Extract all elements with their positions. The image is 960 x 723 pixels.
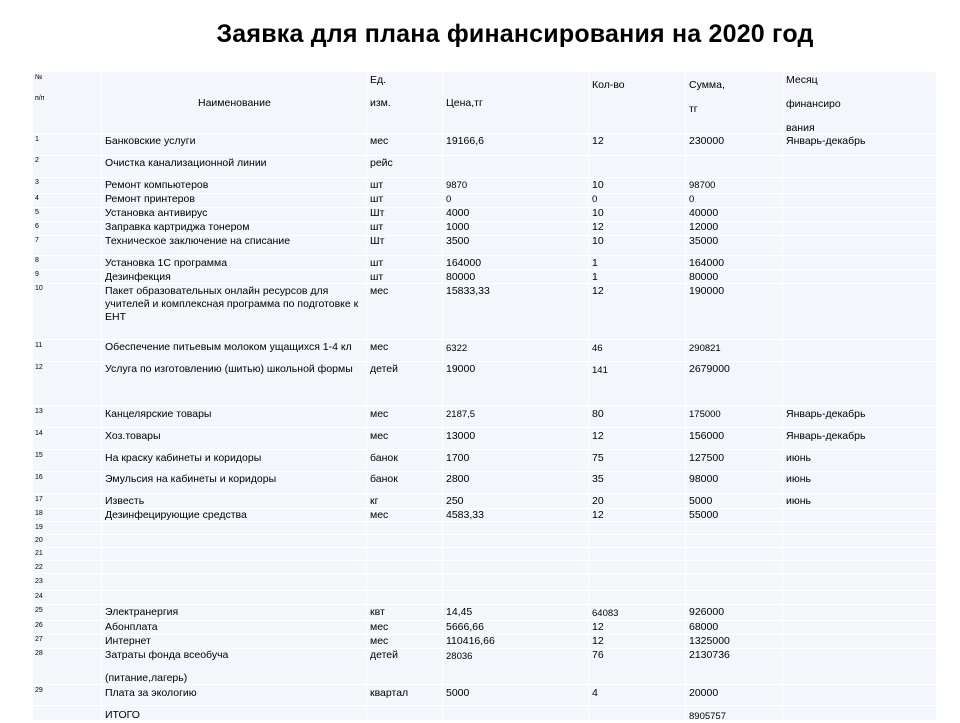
grid-line xyxy=(33,361,936,362)
grid-line xyxy=(366,72,367,720)
header-num-sub: п/п xyxy=(35,95,45,102)
row-name: Дезинфекция xyxy=(105,271,171,283)
row-unit: шт xyxy=(370,257,384,269)
row-sum: 164000 xyxy=(689,257,725,269)
row-sum: 98700 xyxy=(689,180,716,191)
row-sum: 127500 xyxy=(689,452,725,464)
row-sum: 35000 xyxy=(689,235,719,247)
row-qty: 20 xyxy=(592,495,604,507)
total-label: ИТОГО xyxy=(105,709,140,721)
row-qty: 141 xyxy=(592,365,608,376)
row-name: Техническое заключение на списание xyxy=(105,235,291,247)
row-unit: мес xyxy=(370,635,389,647)
row-price: 3500 xyxy=(446,235,470,247)
row-number: 26 xyxy=(35,622,43,629)
header-unit-line1: Ед. xyxy=(370,74,387,86)
row-qty: 1 xyxy=(592,257,598,269)
grid-line xyxy=(685,72,686,720)
row-unit: мес xyxy=(370,135,389,147)
row-number: 16 xyxy=(35,474,43,481)
grid-line xyxy=(33,573,936,574)
row-number: 11 xyxy=(35,342,43,349)
row-qty: 0 xyxy=(592,194,598,205)
grid-line xyxy=(33,177,936,178)
row-unit: шт xyxy=(370,221,384,233)
row-name: Затраты фонда всеобуча xyxy=(105,649,229,661)
row-name: Электранергия xyxy=(105,606,179,618)
row-number: 13 xyxy=(35,408,43,415)
row-name: Банковские услуги xyxy=(105,135,196,147)
row-unit: мес xyxy=(370,621,389,633)
row-unit: шт xyxy=(370,179,384,191)
header-unit-line2: изм. xyxy=(370,97,391,109)
row-number: 1 xyxy=(35,136,39,143)
row-number: 7 xyxy=(35,237,39,244)
row-price: 250 xyxy=(446,495,464,507)
row-unit: кг xyxy=(370,495,379,507)
row-unit: мес xyxy=(370,285,389,297)
grid-line xyxy=(442,72,443,720)
row-number: 12 xyxy=(35,364,43,371)
row-qty: 4 xyxy=(592,687,598,699)
row-name: Пакет образовательных онлайн ресурсов для учителей и комплексная программа по подготовке к ЕНТ xyxy=(105,285,359,323)
row-name: Дезинфецирующие средства xyxy=(105,509,247,521)
grid-line xyxy=(33,560,936,561)
row-qty: 10 xyxy=(592,179,604,191)
row-price: 13000 xyxy=(446,430,476,442)
row-qty: 12 xyxy=(592,635,604,647)
row-number: 9 xyxy=(35,271,39,278)
row-price: 5000 xyxy=(446,687,470,699)
grid-line xyxy=(33,339,936,340)
row-month: Январь-декабрь xyxy=(786,430,866,442)
row-sum: 5000 xyxy=(689,495,713,507)
grid-line xyxy=(33,604,936,605)
grid-line xyxy=(33,155,936,156)
row-price: 2800 xyxy=(446,473,470,485)
row-qty: 64083 xyxy=(592,608,619,619)
header-qty: Кол-во xyxy=(592,79,625,91)
header-month-line2: финансиро xyxy=(786,98,841,110)
row-name: Установка 1С программа xyxy=(105,257,228,269)
row-month: Январь-декабрь xyxy=(786,408,866,420)
row-price: 9870 xyxy=(446,180,468,191)
row-sum: 20000 xyxy=(689,687,719,699)
row-month: июнь xyxy=(786,452,812,464)
row-number: 5 xyxy=(35,209,39,216)
row-unit: мес xyxy=(370,509,389,521)
row-name: Обеспечение питьевым молоком ущащихся 1-4 кл xyxy=(105,341,352,353)
grid-line xyxy=(33,471,936,472)
row-unit: шт xyxy=(370,193,384,205)
row-name: Хоз.товары xyxy=(105,430,161,442)
row-qty: 10 xyxy=(592,235,604,247)
row-sum: 80000 xyxy=(689,271,719,283)
row-unit: детей xyxy=(370,649,399,661)
row-name: Ремонт компьютеров xyxy=(105,179,209,191)
row-name: Заправка картриджа тонером xyxy=(105,221,250,233)
row-qty: 80 xyxy=(592,408,604,420)
row-number: 27 xyxy=(35,636,43,643)
grid-line xyxy=(33,493,936,494)
row-price: 4583,33 xyxy=(446,509,484,521)
page-title: Заявка для плана финансирования на 2020 год xyxy=(216,20,814,48)
row-number: 8 xyxy=(35,257,39,264)
grid-line xyxy=(33,534,936,535)
row-unit: детей xyxy=(370,363,399,375)
row-name: Абонплата xyxy=(105,621,158,633)
row-unit: мес xyxy=(370,341,389,353)
row-month: Январь-декабрь xyxy=(786,135,866,147)
row-name-line2: (питание,лагерь) xyxy=(105,672,188,684)
header-num: № xyxy=(35,74,43,81)
row-price: 19166,6 xyxy=(446,135,484,147)
grid-line xyxy=(33,590,936,591)
grid-line xyxy=(33,255,936,256)
row-qty: 10 xyxy=(592,207,604,219)
row-unit: рейс xyxy=(370,157,393,169)
row-number: 3 xyxy=(35,179,39,186)
row-price: 1700 xyxy=(446,452,470,464)
row-name: Плата за экологию xyxy=(105,687,197,699)
row-unit: банок xyxy=(370,452,398,464)
row-sum: 230000 xyxy=(689,135,725,147)
row-sum: 98000 xyxy=(689,473,719,485)
row-qty: 46 xyxy=(592,343,603,354)
grid-line xyxy=(33,449,936,450)
row-number: 21 xyxy=(35,550,43,557)
row-sum: 926000 xyxy=(689,606,725,618)
row-sum: 2130736 xyxy=(689,649,730,661)
row-price: 19000 xyxy=(446,363,476,375)
row-sum: 2679000 xyxy=(689,363,730,375)
row-name: Интернет xyxy=(105,635,151,647)
row-number: 4 xyxy=(35,195,39,202)
row-unit: квт xyxy=(370,606,385,618)
row-qty: 12 xyxy=(592,285,604,297)
row-number: 29 xyxy=(35,687,43,694)
row-unit: квартал xyxy=(370,687,409,699)
row-price: 14,45 xyxy=(446,606,473,618)
row-month: июнь xyxy=(786,495,812,507)
row-unit: банок xyxy=(370,473,398,485)
grid-line xyxy=(33,705,936,706)
row-sum: 40000 xyxy=(689,207,719,219)
row-unit: мес xyxy=(370,408,389,420)
row-price: 110416,66 xyxy=(446,635,495,647)
row-name: Эмульсия на кабинеты и коридоры xyxy=(105,473,277,485)
row-name: Услуга по изготовлению (шитью) школьной формы xyxy=(105,363,353,375)
row-price: 1000 xyxy=(446,221,470,233)
row-price: 80000 xyxy=(446,271,476,283)
row-price: 28036 xyxy=(446,651,473,662)
row-qty: 12 xyxy=(592,621,604,633)
row-number: 14 xyxy=(35,430,43,437)
row-number: 15 xyxy=(35,452,43,459)
row-unit: Шт xyxy=(370,207,385,219)
row-price: 5666,66 xyxy=(446,621,484,633)
row-sum: 55000 xyxy=(689,509,719,521)
row-sum: 1325000 xyxy=(689,635,730,647)
row-sum: 156000 xyxy=(689,430,725,442)
row-qty: 1 xyxy=(592,271,598,283)
row-sum: 0 xyxy=(689,194,695,205)
row-price: 4000 xyxy=(446,207,470,219)
row-qty: 35 xyxy=(592,473,604,485)
row-qty: 12 xyxy=(592,135,604,147)
header-month-line3: вания xyxy=(786,122,815,134)
row-number: 28 xyxy=(35,650,43,657)
row-number: 22 xyxy=(35,564,43,571)
row-number: 19 xyxy=(35,524,43,531)
row-number: 20 xyxy=(35,537,43,544)
row-name: Известь xyxy=(105,495,145,507)
row-number: 18 xyxy=(35,510,43,517)
row-number: 17 xyxy=(35,496,43,503)
row-price: 0 xyxy=(446,194,452,205)
row-price: 164000 xyxy=(446,257,482,269)
row-name: Ремонт принтеров xyxy=(105,193,195,205)
row-sum: 68000 xyxy=(689,621,719,633)
row-qty: 76 xyxy=(592,649,604,661)
row-unit: Шт xyxy=(370,235,385,247)
row-name: Установка антивирус xyxy=(105,207,208,219)
row-name: На краску кабинеты и коридоры xyxy=(105,452,262,464)
grid-line xyxy=(782,72,783,720)
header-sum-line2: тг xyxy=(689,103,698,115)
row-month: июнь xyxy=(786,473,812,485)
grid-line xyxy=(33,405,936,406)
grid-line xyxy=(101,72,102,720)
grid-line xyxy=(33,620,936,621)
row-sum: 175000 xyxy=(689,409,721,420)
header-name: Наименование xyxy=(198,97,271,109)
total-sum: 8905757 xyxy=(689,711,726,722)
row-number: 23 xyxy=(35,578,43,585)
row-qty: 75 xyxy=(592,452,604,464)
row-unit: мес xyxy=(370,430,389,442)
row-sum: 290821 xyxy=(689,343,721,354)
row-price: 15833,33 xyxy=(446,285,490,297)
row-number: 10 xyxy=(35,285,43,292)
row-number: 24 xyxy=(35,593,43,600)
row-qty: 12 xyxy=(592,430,604,442)
row-qty: 12 xyxy=(592,509,604,521)
row-name: Очистка канализационной линии xyxy=(105,157,267,169)
header-month-line1: Месяц xyxy=(786,74,818,86)
row-price: 6322 xyxy=(446,343,468,354)
row-number: 2 xyxy=(35,157,39,164)
row-unit: шт xyxy=(370,271,384,283)
row-sum: 12000 xyxy=(689,221,719,233)
row-qty: 12 xyxy=(592,221,604,233)
row-sum: 190000 xyxy=(689,285,725,297)
header-price: Цена,тг xyxy=(446,97,483,109)
grid-line xyxy=(33,427,936,428)
grid-line xyxy=(588,72,589,720)
row-price: 2187,5 xyxy=(446,409,476,420)
row-number: 6 xyxy=(35,223,39,230)
row-name: Канцелярские товары xyxy=(105,408,212,420)
grid-line xyxy=(33,547,936,548)
row-number: 25 xyxy=(35,607,43,614)
header-sum-line1: Сумма, xyxy=(689,79,725,91)
